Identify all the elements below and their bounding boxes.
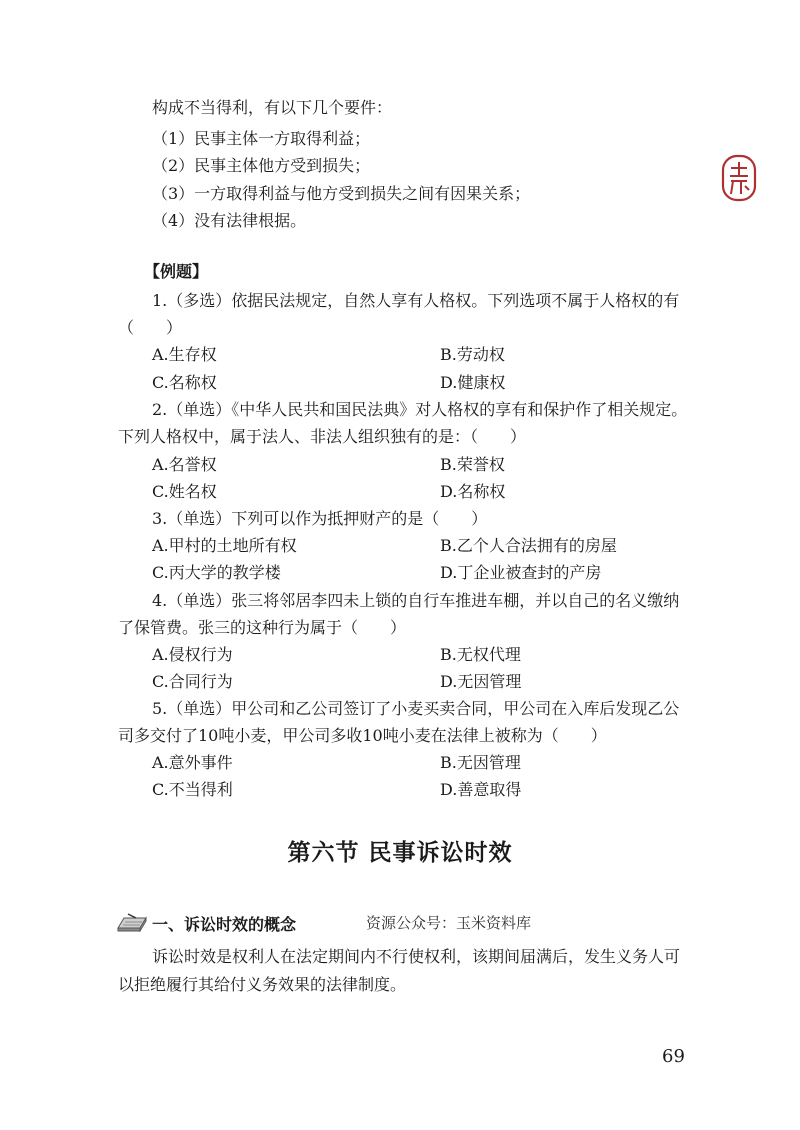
- question-5-stem: 5.（单选）甲公司和乙公司签订了小麦买卖合同，甲公司在入库后发现乙公: [152, 699, 680, 718]
- question-1-option-b: B.劳动权: [440, 345, 505, 364]
- question-2-option-b: B.荣誉权: [440, 455, 505, 474]
- resource-note: 资源公众号：玉米资料库: [366, 914, 532, 932]
- question-5-option-c: C.不当得利: [152, 780, 233, 799]
- section-title: 第六节 民事诉讼时效: [287, 840, 513, 866]
- question-2-option-d: D.名称权: [440, 482, 506, 501]
- intro-item-2: （2）民事主体他方受到损失；: [152, 156, 371, 175]
- question-5-stem-cont: 司多交付了10吨小麦，甲公司多收10吨小麦在法律上被称为（ ）: [118, 726, 607, 745]
- question-1-option-d: D.健康权: [440, 373, 506, 392]
- question-2-option-a: A.名誉权: [152, 455, 217, 474]
- question-1-blank: （ ）: [118, 318, 183, 337]
- question-3-option-b: B.乙个人合法拥有的房屋: [440, 536, 617, 555]
- question-4-option-b: B.无权代理: [440, 645, 521, 664]
- seal-stamp-icon: [721, 154, 757, 202]
- question-4-stem-cont: 了保管费。张三的这种行为属于（ ）: [118, 618, 407, 637]
- question-4-option-d: D.无因管理: [440, 672, 522, 691]
- intro-item-1: （1）民事主体一方取得利益；: [152, 129, 371, 148]
- intro-item-3: （3）一方取得利益与他方受到损失之间有因果关系；: [152, 184, 531, 203]
- section-paragraph-line-1: 诉讼时效是权利人在法定期间内不行使权利，该期间届满后，发生义务人可: [152, 947, 681, 966]
- page-number: 69: [662, 1046, 685, 1067]
- question-2-stem: 2.（单选）《中华人民共和国民法典》对人格权的享有和保护作了相关规定。: [152, 400, 688, 419]
- question-1-option-c: C.名称权: [152, 373, 217, 392]
- question-4-stem: 4.（单选）张三将邻居李四未上锁的自行车推进车棚，并以自己的名义缴纳: [152, 591, 680, 610]
- question-5-option-b: B.无因管理: [440, 753, 521, 772]
- question-2-stem-cont: 下列人格权中，属于法人、非法人组织独有的是：（ ）: [118, 427, 527, 446]
- section-paragraph-line-2: 以拒绝履行其给付义务效果的法律制度。: [118, 975, 407, 994]
- question-5-option-d: D.善意取得: [440, 780, 522, 799]
- example-heading: 【例题】: [144, 262, 209, 281]
- question-5-option-a: A.意外事件: [152, 753, 233, 772]
- question-4-option-a: A.侵权行为: [152, 645, 233, 664]
- question-3-option-c: C.丙大学的教学楼: [152, 563, 281, 582]
- question-3-option-d: D.丁企业被查封的产房: [440, 563, 602, 582]
- intro-lead: 构成不当得利，有以下几个要件：: [152, 98, 393, 117]
- question-4-option-c: C.合同行为: [152, 672, 233, 691]
- question-3-stem: 3.（单选）下列可以作为抵押财产的是（ ）: [152, 509, 488, 528]
- subsection-heading: 一、诉讼时效的概念: [152, 915, 297, 934]
- question-1-option-a: A.生存权: [152, 345, 217, 364]
- question-3-option-a: A.甲村的土地所有权: [152, 536, 297, 555]
- book-stack-icon: [116, 910, 150, 932]
- question-2-option-c: C.姓名权: [152, 482, 217, 501]
- intro-item-4: （4）没有法律根据。: [152, 211, 307, 230]
- question-1-stem: 1.（多选）依据民法规定，自然人享有人格权。下列选项不属于人格权的有: [152, 291, 680, 310]
